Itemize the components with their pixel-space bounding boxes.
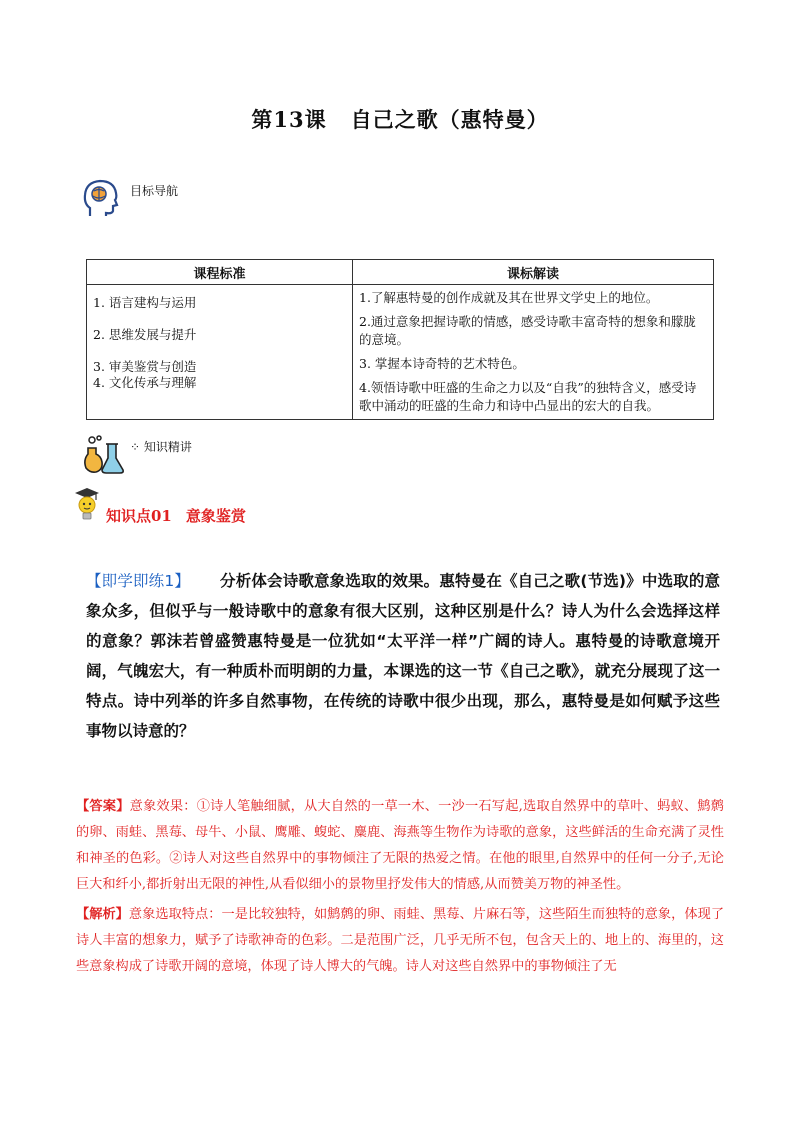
exercise-block bbox=[86, 566, 720, 746]
standard-item: 4. 文化传承与理解 bbox=[93, 375, 197, 390]
standard-item: 1. 语言建构与运用 bbox=[93, 295, 197, 310]
answer-block bbox=[76, 794, 724, 984]
exercise-text: 分析体会诗歌意象选取的效果。惠特曼在《自己之歌(节选)》中选取的意象众多，但似乎与一般诗歌中的意象有很大区别，这种区别是什么？诗人为什么会选择这样的意象？郭沫若曾盛赞惠特曼是一位犹如“太平洋一样”广阔的诗人。惠特曼的诗歌意境开阔，气魄宏大，有一种质朴而明朗的力量，本课选的这一节《自己之歌》，就充分展现了这一特点。诗中列举的许多自然事物，在传统的诗歌中很少出现，那么，惠特曼是如何赋予这些事物以诗意的？ bbox=[86, 572, 720, 740]
interpretation-item: 4.领悟诗歌中旺盛的生命之力以及“自我”的独特含义，感受诗歌中涌动的旺盛的生命力和诗中凸显出的宏大的自我。 bbox=[359, 380, 697, 413]
answer-paragraph bbox=[76, 794, 724, 898]
analysis-tag: 【解析】 bbox=[76, 907, 129, 922]
analysis-text: 意象选取特点：一是比较独特，如鹪鹩的卵、雨蛙、黑莓、片麻石等，这些陌生而独特的意象，体现了诗人丰富的想象力，赋予了诗歌神奇的色彩。二是范围广泛，几乎无所不包，包含天上的、地上的、海里的，这些意象构成了诗歌开阔的意境，体现了诗人博大的气魄。诗人对这些自然界中的事物倾注了无 bbox=[76, 907, 725, 974]
knowledge-point-title: 知识点01 意象鉴赏 bbox=[106, 506, 246, 525]
col-header-interpretation: 课标解读 bbox=[353, 260, 714, 285]
graduate-bulb-icon bbox=[72, 486, 102, 526]
interpretation-item: 3. 掌握本诗奇特的艺术特色。 bbox=[359, 356, 525, 371]
interpretation-item: 1.了解惠特曼的创作成就及其在世界文学史上的地位。 bbox=[359, 290, 659, 305]
interpretation-cell bbox=[353, 285, 714, 420]
knowledge-section bbox=[82, 434, 192, 478]
interpretation-item: 2.通过意象把握诗歌的情感，感受诗歌丰富奇特的想象和朦胧的意境。 bbox=[359, 314, 696, 347]
knowledge-label: ⁘ 知识精讲 bbox=[130, 440, 192, 454]
col-header-standards: 课程标准 bbox=[87, 260, 353, 285]
page-title bbox=[0, 104, 800, 134]
analysis-paragraph bbox=[76, 902, 724, 980]
target-navigation bbox=[82, 178, 178, 222]
head-brain-icon bbox=[82, 178, 120, 222]
standard-item: 2. 思维发展与提升 bbox=[93, 327, 197, 342]
standard-item: 3. 审美鉴赏与创造 bbox=[93, 359, 197, 374]
lesson-title: 自己之歌（惠特曼） bbox=[350, 107, 549, 132]
exercise-tag: 【即学即练1】 bbox=[86, 572, 191, 590]
answer-tag: 【答案】 bbox=[76, 799, 130, 814]
flask-icon bbox=[82, 434, 126, 478]
nav-label: 目标导航 bbox=[130, 183, 179, 198]
answer-text: 意象效果：①诗人笔触细腻，从大自然的一草一木、一沙一石写起,选取自然界中的草叶、蚂蚁、鹪鹩的卵、雨蛙、黑莓、母牛、小鼠、鹰雕、蝮蛇、麋鹿、海燕等生物作为诗歌的意象，这些鲜活的生命充满了灵性和神圣的色彩。②诗人对这些自然界中的事物倾注了无限的热爱之情。在他的眼里,自然界中的任何一分子,无论巨大和纤小,都折射出无限的神性,从看似细小的景物里抒发伟大的情感,从而赞美万物的神圣性。 bbox=[76, 799, 724, 892]
standards-cell bbox=[87, 285, 353, 420]
lesson-number: 第13课 bbox=[251, 107, 327, 132]
knowledge-point-heading bbox=[72, 486, 246, 526]
standards-table bbox=[86, 259, 714, 420]
